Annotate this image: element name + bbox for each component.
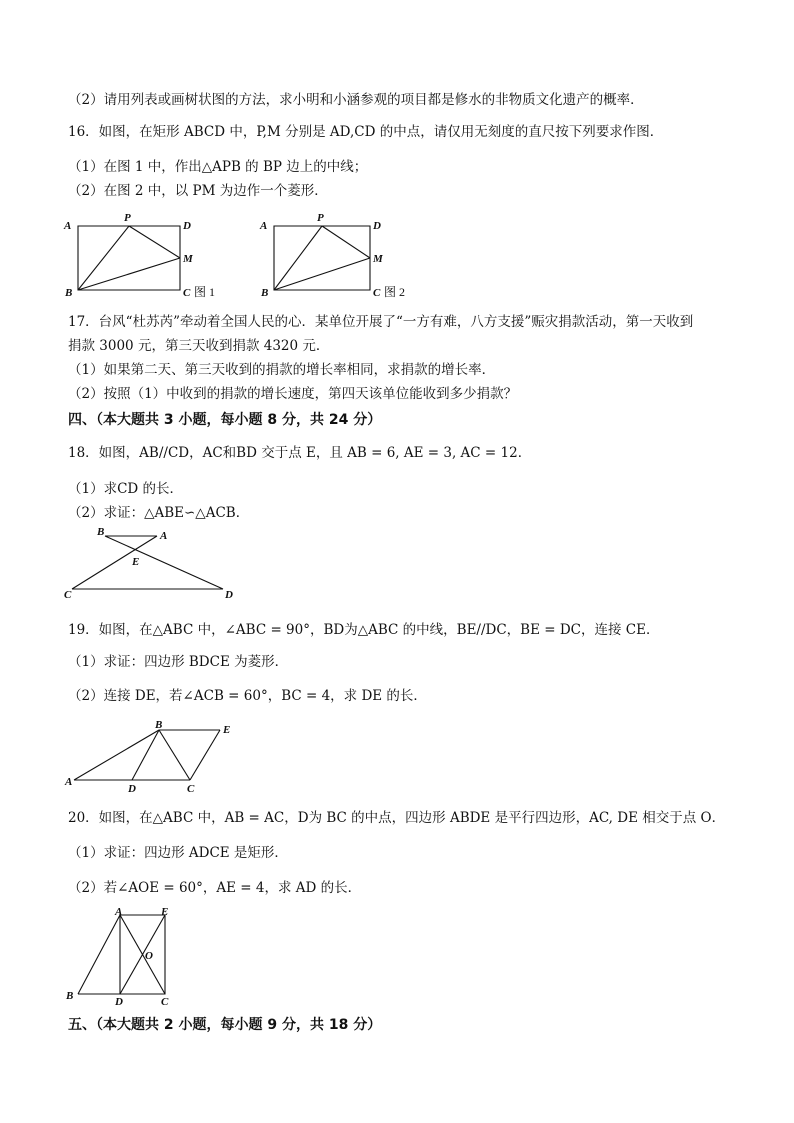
fig1-label-c: C [183,287,191,299]
fig2-caption: 图 2 [384,285,406,299]
fig19-label-e: E [223,724,231,736]
q18-part1: （1）求CD 的长． [68,481,184,497]
fig20-label-e: E [161,906,169,918]
fig2-label-p: P [317,212,324,224]
q16-part1: （1）在图 1 中，作出△APB 的 BP 边上的中线； [68,159,368,175]
q16-stem: 16．如图，在矩形 ABCD 中，P,M 分别是 AD,CD 的中点，请仅用无刻度的直尺按下列要求作图． [68,124,664,140]
figure-20 [60,905,190,1010]
fig20-label-d: D [115,996,123,1008]
fig20-label-b: B [66,990,74,1002]
fig1-label-d: D [183,220,191,232]
figure-18 [60,525,250,605]
figure-2 [256,210,426,300]
q18-part2: （2）求证：△ABE∽△ACB． [68,505,250,521]
fig1-label-b: B [65,287,73,299]
q19-part1: （1）求证：四边形 BDCE 为菱形． [68,654,289,670]
fig18-label-b: B [97,526,105,538]
fig18-label-d: D [225,589,233,601]
q16-part2: （2）在图 2 中，以 PM 为边作一个菱形． [68,183,328,199]
fig1-rectangle [78,226,180,290]
fig2-label-d: D [373,220,381,232]
fig2-rectangle [274,226,370,290]
fig20-label-a: A [115,906,123,918]
fig1-label-p: P [124,212,131,224]
fig18-label-e: E [132,556,140,568]
section-4-heading: 四、（本大题共 3 小题，每小题 8 分，共 24 分） [68,412,382,428]
q19-stem: 19．如图，在△ABC 中，∠ABC = 90°，BD为△ABC 的中线，BE//DC，BE = DC，连接 CE． [68,622,660,638]
q17-stem-cont: 捐款 3000 元，第三天收到捐款 4320 元． [68,338,330,354]
fig19-label-b: B [155,719,163,731]
fig19-label-d: D [128,783,136,795]
fig1-caption: 图 1 [194,285,216,299]
q17-stem: 17．台风“杜苏芮”牵动着全国人民的心．某单位开展了“一方有难，八方支援”赈灾捐款活动，第一天收到 [68,314,694,330]
q20-part1: （1）求证：四边形 ADCE 是矩形． [68,845,288,861]
q17-part1: （1）如果第二天、第三天收到的捐款的增长率相同，求捐款的增长率． [68,362,496,378]
q20-part2: （2）若∠AOE = 60°，AE = 4，求 AD 的长． [68,880,362,896]
section-5-heading: 五、（本大题共 2 小题，每小题 9 分，共 18 分） [68,1017,382,1033]
q20-stem: 20．如图，在△ABC 中，AB = AC，D为 BC 的中点，四边形 ABDE 是平行四边形，AC, DE 相交于点 O． [68,810,726,826]
fig19-label-c: C [187,783,195,795]
fig19-label-a: A [65,776,73,788]
fig2-label-a: A [260,220,268,232]
fig18-label-c: C [64,589,72,601]
fig20-label-o: O [145,950,153,962]
fig20-label-c: C [161,996,169,1008]
figure-19 [60,718,260,798]
q19-part2: （2）连接 DE，若∠ACB = 60°，BC = 4，求 DE 的长． [68,688,427,704]
q17-part2: （2）按照（1）中收到的捐款的增长速度，第四天该单位能收到多少捐款？ [68,386,518,402]
q15-part2: （2）请用列表或画树状图的方法，求小明和小涵参观的项目都是修水的非物质文化遗产的概率． [68,92,644,108]
fig1-label-a: A [64,220,72,232]
fig2-label-b: B [261,287,269,299]
q18-stem: 18．如图，AB//CD，AC和BD 交于点 E，且 AB = 6, AE = 3, AC = 12． [68,445,532,461]
fig1-label-m: M [183,253,193,265]
fig18-label-a: A [160,530,168,542]
fig2-label-m: M [373,253,383,265]
fig2-label-c: C [373,287,381,299]
figure-1 [60,210,230,300]
